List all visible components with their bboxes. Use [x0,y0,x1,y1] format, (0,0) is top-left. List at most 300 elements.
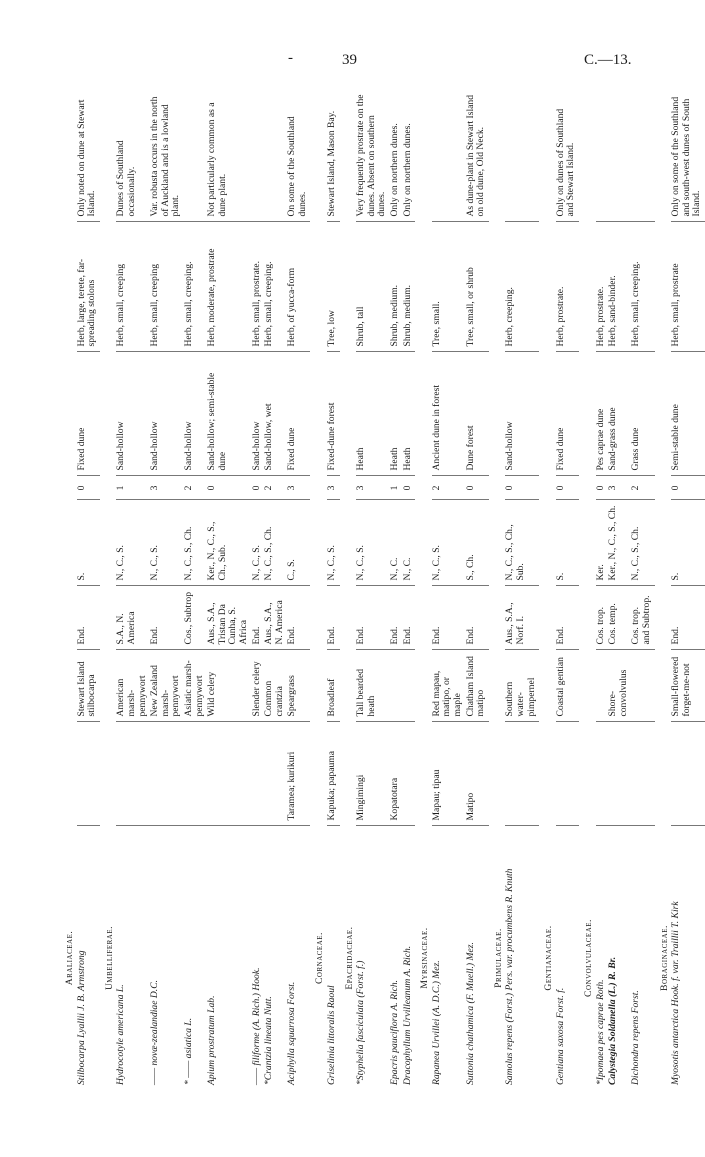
maori-name-cell [403,722,416,826]
nz-range-cell [631,500,654,586]
table-row [505,88,539,1090]
habitat: Grass dune [630,427,642,471]
table-row [327,88,340,1090]
table-row [556,88,579,1090]
family-heading-spacer [415,88,432,826]
index-number: 2 [630,485,642,491]
family-heading-row [655,88,672,1090]
distribution: Cos. trop. and Subtrop. [630,595,652,645]
family-heading-row [415,88,432,1090]
notes-cell [252,88,265,222]
index-number-cell [505,476,539,500]
growth-form-cell [184,222,207,352]
table-body [60,88,705,1090]
species-name: Hydrocotyle americana L. [115,984,127,1085]
nz-range: C., S. [286,559,298,581]
notes-cell [264,88,287,222]
english-name-cell [184,650,207,722]
nz-range: N., C., S. [149,545,161,581]
nz-range: S. [75,572,87,581]
english-name: Tall bearded heath [355,668,377,717]
habitat: Dune forest [464,425,476,471]
index-number: 0 [594,485,606,491]
habitat-cell [631,352,654,476]
species-name-cell [184,826,207,1090]
maori-name-cell [77,722,100,826]
table-row [596,88,609,1090]
nz-range: N., C., S. [250,545,262,581]
notes-cell [207,88,251,222]
index-number-cell [608,476,631,500]
growth-form-cell [356,222,390,352]
species-name-cell [608,826,631,1090]
maori-name-cell [671,722,705,826]
english-name: Speargrass [286,675,298,717]
species-table [60,88,705,1090]
notes: On some of the Southland dunes. [286,116,308,217]
species-name-cell [116,826,150,1090]
family-heading-spacer [340,88,357,826]
species-name-cell [327,826,340,1090]
index-number: 0 [464,485,476,491]
growth-form-cell [466,222,489,352]
family-name: Primulaceae. [492,928,504,988]
habitat-cell [327,352,340,476]
index-number: 3 [607,485,619,491]
maori-name-cell [116,722,150,826]
growth-form: Herb, small, creeping. [263,261,275,347]
habitat: Ancient dune in forest [430,384,442,471]
index-number-cell [116,476,150,500]
distribution: End. [149,626,161,645]
index-number: 2 [430,485,442,491]
species-name: Rapanea Urvillei (A. D.C.) Mez. [430,960,442,1085]
habitat-cell [556,352,579,476]
growth-form: Herb, creeping. [504,287,516,347]
nz-range-cell [432,500,466,586]
english-name: Stewart Island stilbocarpa [75,661,98,717]
nz-range-cell [466,500,489,586]
maori-name-cell [252,722,265,826]
nz-range: N., C., S., Ch. [263,526,275,581]
notes-cell [671,88,705,222]
maori-name-cell [264,722,287,826]
index-number-cell [327,476,340,500]
species-name: Myosotis antarctica Hook. f. var. Traillii T. Kirk [670,901,682,1085]
growth-form: Herb, prostrate. [554,286,566,347]
family-heading [310,826,327,1090]
index-number-cell [356,476,390,500]
distribution-cell [287,586,310,650]
growth-form: Herb, small, prostrate [670,263,682,347]
species-name-cell [287,826,310,1090]
species-name: * —— asiatica L. [182,1017,194,1085]
notes-cell [287,88,310,222]
notes-cell [150,88,184,222]
page-number: 39 [342,52,357,68]
habitat: Sand-hollow; semi-stable dune [206,372,228,471]
english-name: Shore-convolvulus [607,669,629,717]
maori-name-cell [505,722,539,826]
header-dash: - [288,50,293,66]
habitat-cell [150,352,184,476]
english-name-cell [116,650,150,722]
english-name-cell [403,650,416,722]
distribution: End. [389,626,401,645]
maori-name-cell [631,722,654,826]
family-heading [60,826,77,1090]
nz-range-cell [184,500,207,586]
distribution-cell [327,586,340,650]
growth-form-cell [403,222,416,352]
english-name: Small-flowered forget-me-not [670,656,692,717]
habitat: Heath [355,447,367,471]
maori-name-cell [432,722,466,826]
english-name-cell [77,650,100,722]
distribution-cell [556,586,579,650]
index-number: 0 [250,485,262,491]
growth-form: Herb, small, creeping [115,263,127,347]
table-row [264,88,287,1090]
distribution-cell [77,586,100,650]
species-name: Gentiana saxosa Forst. f. [554,987,566,1085]
growth-form: Herb, moderate, prostrate [206,248,218,347]
index-number-cell [77,476,100,500]
english-name: Common crantzia [263,680,285,717]
notes-cell [505,88,539,222]
index-number: 2 [263,485,275,491]
nz-range: N., C., S. [115,545,127,581]
distribution-cell [608,586,631,650]
distribution: Cos. trop. [594,606,606,645]
family-name: Araliaceae. [64,930,75,986]
distribution-cell [505,586,539,650]
species-name-cell [77,826,100,1090]
growth-form: Shrub, medium. [389,284,401,347]
table-row [390,88,403,1090]
nz-range: N., C., S. [326,545,338,581]
family-heading [539,826,556,1090]
distribution: End. [326,626,338,645]
family-heading [415,826,432,1090]
table-row [403,88,416,1090]
notes-cell [184,88,207,222]
growth-form: Tree, small, or shrub [464,267,476,347]
notes-cell [631,88,654,222]
maori-name-cell [556,722,579,826]
table-row [671,88,705,1090]
habitat-cell [432,352,466,476]
habitat-cell [466,352,489,476]
family-heading-spacer [60,88,77,826]
index-number: 3 [355,485,367,491]
species-name: Apium prostratum Lab. [206,995,218,1085]
english-name-cell [264,650,287,722]
growth-form-cell [150,222,184,352]
nz-range: N., C., S., Ch. [182,526,194,581]
notes: Dunes of Southland occasionally. [115,140,137,217]
notes: Var. robusta occurs in the north of Auckland and is a lowland plant. [149,96,182,217]
table-row [287,88,310,1090]
species-name-cell [207,826,251,1090]
english-name-cell [608,650,631,722]
nz-range: N., C., S. [355,545,367,581]
family-heading-spacer [539,88,556,826]
plant-table [60,88,703,1090]
growth-form: Tree, small. [430,301,442,347]
distribution-cell [356,586,390,650]
species-name: Dichondra repens Forst. [630,990,642,1085]
maori-name-cell [390,722,403,826]
habitat: Fixed dune [286,427,298,471]
distribution: End. [250,626,262,645]
notes: Stewart Island, Mason Bay. [326,110,338,217]
habitat: Sand-hollow [182,421,194,471]
nz-range-cell [608,500,631,586]
habitat: Fixed-dune forest [326,402,338,471]
family-heading-row [100,88,117,1090]
maori-name-cell [150,722,184,826]
habitat-cell [77,352,100,476]
nz-range-cell [671,500,705,586]
nz-range: S. [670,572,682,581]
distribution: Aus., S.A., Norf. I. [504,602,526,645]
distribution: End. [430,626,442,645]
english-name-cell [327,650,340,722]
habitat: Sand-grass dune [607,407,619,471]
maori-name: Kopatotara [389,777,401,821]
nz-range-cell [356,500,390,586]
distribution: Aus., S.A., N. America [263,600,285,645]
nz-range: S., Ch. [464,554,476,581]
notes: Only noted on dune at Stewart Island. [75,99,98,217]
distribution-cell [432,586,466,650]
habitat: Heath [401,447,413,471]
species-name: Stilbocarpa Lyallii J. B. Armstrong [75,950,87,1085]
english-name: American marsh-pennywort [115,675,148,717]
habitat-cell [505,352,539,476]
index-number-cell [207,476,251,500]
maori-name: Matipo [464,792,476,821]
english-name-cell [556,650,579,722]
index-number: 3 [326,485,338,491]
maori-name: Mapau; tipau [430,769,442,821]
nz-range-cell [150,500,184,586]
english-name-cell [390,650,403,722]
habitat: Sand-hollow [504,421,516,471]
species-name: Calystegia Soldanella (L.) R. Br. [607,956,619,1085]
species-name: Dracophyllum Urvilleanum A. Rich. [401,945,413,1085]
species-name: *Styphelia fasciculata (Forst. f.) [355,960,367,1085]
family-heading-spacer [655,88,672,826]
species-name: Griselinia littoralis Raoul [326,985,338,1085]
growth-form: Shrub, medium. [401,284,413,347]
species-name: *Ipomaea pes caprae Roth. [594,979,606,1085]
growth-form-cell [505,222,539,352]
english-name-cell [631,650,654,722]
habitat: Fixed dune [554,427,566,471]
species-name-cell [264,826,287,1090]
growth-form: Herb, small, creeping. [630,261,642,347]
distribution: End. [554,626,566,645]
notes-cell [77,88,100,222]
notes-cell [327,88,340,222]
notes-cell [432,88,466,222]
species-name-cell [356,826,390,1090]
english-name-cell [466,650,489,722]
nz-range-cell [264,500,287,586]
habitat: Heath [389,447,401,471]
habitat-cell [671,352,705,476]
table-row [207,88,251,1090]
family-name: Epacridaceae. [343,926,355,990]
notes-cell [403,88,416,222]
english-name-cell [505,650,539,722]
table-row [432,88,466,1090]
species-name-cell [150,826,184,1090]
species-name-cell [631,826,654,1090]
index-number-cell [466,476,489,500]
index-number-cell [631,476,654,500]
english-name-cell [150,650,184,722]
english-name: Slender celery [250,661,262,717]
growth-form-cell [556,222,579,352]
family-heading [489,826,506,1090]
notes: Very frequently prostrate on the dunes. Absent on southern dunes. [355,94,388,217]
habitat-cell [116,352,150,476]
family-name: Cornaceae. [314,932,326,984]
notes-cell [556,88,579,222]
index-number: 0 [670,485,682,491]
english-name-cell [356,650,390,722]
species-name: Suttonia chathamica (F. Muell.) Mez. [464,942,476,1085]
index-number: 0 [401,485,413,491]
index-number: 2 [182,485,194,491]
nz-range: Ker. [594,564,606,581]
family-heading-row [489,88,506,1090]
maori-name-cell [184,722,207,826]
species-name: Aciphylla squarrosa Forst. [286,981,298,1085]
maori-name: Mingimingi [355,774,367,821]
family-heading-row [60,88,77,1090]
maori-name: Kapuka; papauma [326,750,338,821]
index-number: 0 [75,485,87,491]
nz-range-cell [327,500,340,586]
english-name: Asiatic marsh-pennywort [182,660,205,717]
family-heading [100,826,117,1090]
index-number-cell [287,476,310,500]
nz-range: Ker., N., C., S., Ch. [607,505,619,581]
distribution-cell [116,586,150,650]
growth-form: Herb, small, creeping [149,263,161,347]
table-row [116,88,150,1090]
index-number: 0 [554,485,566,491]
species-name-cell [403,826,416,1090]
distribution-cell [403,586,416,650]
notes-cell [608,88,631,222]
growth-form-cell [77,222,100,352]
notes: As dune-plant in Stewart Island on old dune, Old Neck. [464,95,487,217]
growth-form: Herb, large, terete, far-spreading stolons [75,258,98,347]
english-name: Chatham Island matipo [464,656,487,717]
habitat-cell [184,352,207,476]
notes-cell [596,88,609,222]
habitat-cell [608,352,631,476]
species-name: Samolus repens (Forst.) Pers. var. procumbens R. Knuth [504,868,516,1085]
notes-cell [116,88,150,222]
family-heading-spacer [310,88,327,826]
index-number: 0 [206,485,218,491]
notes-cell [466,88,489,222]
index-number-cell [403,476,416,500]
maori-name: Taramea; kurikuri [286,751,298,821]
nz-range: N., C. [389,557,401,581]
habitat-cell [287,352,310,476]
species-name: Epacris pauciflora A. Rich. [389,979,401,1085]
maori-name-cell [207,722,251,826]
family-heading-row [340,88,357,1090]
habitat: Pes caprae dune [594,408,606,471]
nz-range-cell [287,500,310,586]
distribution: Cos. temp. [607,603,619,645]
species-name: *Crantzia lineata Nutt. [263,996,275,1085]
growth-form: Herb, small, creeping. [182,261,194,347]
growth-form-cell [287,222,310,352]
growth-form-cell [207,222,251,352]
index-number-cell [671,476,705,500]
species-name-cell [432,826,466,1090]
growth-form-cell [264,222,287,352]
nz-range: N., C., S. [430,545,442,581]
table-row [150,88,184,1090]
growth-form-cell [116,222,150,352]
distribution-cell [184,586,207,650]
distribution-cell [264,586,287,650]
growth-form: Herb, sand-binder. [607,275,619,347]
nz-range: N., C. [401,557,413,581]
growth-form-cell [671,222,705,352]
table-row [77,88,100,1090]
family-name: Boraginaceae. [658,925,670,991]
growth-form-cell [608,222,631,352]
maori-name-cell [356,722,390,826]
habitat: Sand-hollow, wet [263,403,275,471]
index-number-cell [432,476,466,500]
distribution: End. [670,626,682,645]
notes: Only on northern dunes. [389,123,401,217]
english-name-cell [287,650,310,722]
growth-form: Herb, small, prostrate. [250,260,262,347]
family-heading-spacer [100,88,117,826]
english-name: Red mapau, matipo, or maple [430,670,463,717]
growth-form-cell [631,222,654,352]
distribution: Cos., Subtrop [182,591,194,645]
family-heading [655,826,672,1090]
maori-name-cell [287,722,310,826]
family-name: Umbelliferae. [103,925,115,991]
habitat-cell [403,352,416,476]
english-name: Southern water-pimpernel [504,677,537,717]
habitat: Sand-hollow [250,421,262,471]
distribution-cell [150,586,184,650]
family-heading-spacer [489,88,506,826]
distribution: End. [286,626,298,645]
document-reference: C.—13. [584,52,632,68]
family-heading-row [539,88,556,1090]
growth-form-cell [432,222,466,352]
maori-name-cell [327,722,340,826]
growth-form: Tree, low [326,310,338,347]
